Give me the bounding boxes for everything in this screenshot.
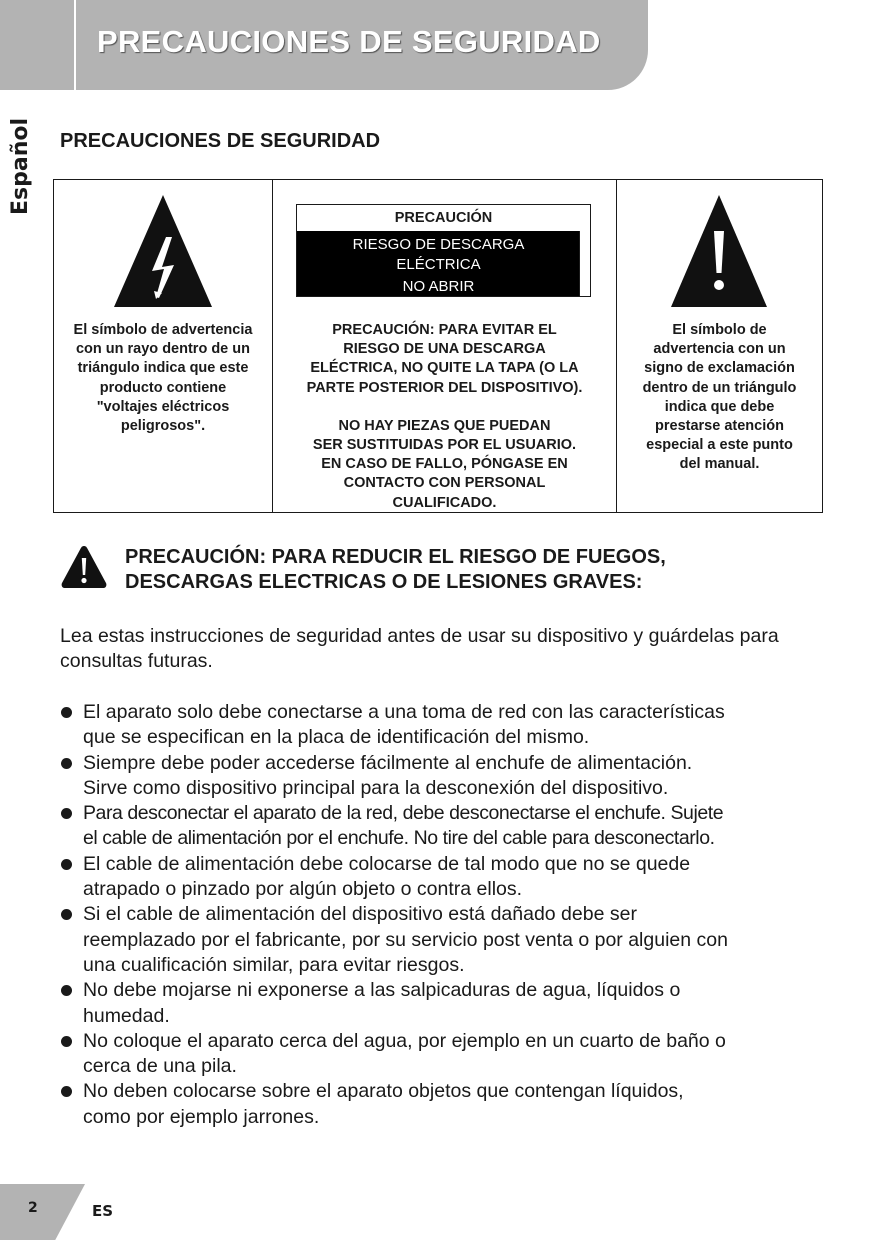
text-line: indica que debe — [664, 398, 775, 415]
warning-label — [296, 204, 591, 297]
bullet-icon — [61, 909, 72, 920]
bullet-icon — [61, 985, 72, 996]
list-item-line: cerca de una pila. — [83, 1055, 237, 1078]
list-item-line: Siempre debe poder accederse fácilmente al enchufe de alimentación. — [83, 751, 693, 774]
text-line: prestarse atención — [655, 418, 784, 435]
list-item-line: reemplazado por el fabricante, por su servicio post venta o por alguien con — [83, 928, 728, 951]
warning-label-heading: PRECAUCIÓN — [394, 210, 493, 226]
text-line: CONTACTO CON PERSONAL — [343, 475, 546, 492]
safety-instructions-list — [60, 700, 830, 1130]
caution-heading-line: DESCARGAS ELECTRICAS O DE LESIONES GRAVES: — [125, 571, 643, 593]
text-line: RIESGO DE UNA DESCARGA — [343, 341, 546, 358]
warning-label-line: ELÉCTRICA — [396, 255, 481, 273]
list-item-line: No deben colocarse sobre el aparato objetos que contengan líquidos, — [83, 1080, 684, 1103]
text-line: del manual. — [679, 456, 760, 473]
text-line: CUALIFICADO. — [392, 494, 497, 511]
caution-heading — [125, 545, 666, 595]
text-line: dentro de un triángulo — [642, 379, 797, 396]
list-item-line: el cable de alimentación por el enchufe. No tire del cable para desconectarlo. — [83, 827, 715, 850]
text-line: PRECAUCIÓN: PARA EVITAR EL — [332, 322, 557, 338]
warning-label-edge — [579, 231, 590, 296]
text-line: con un rayo dentro de un — [75, 341, 250, 358]
lightning-warning-icon — [112, 193, 214, 314]
warning-label-line: NO ABRIR — [402, 278, 475, 295]
list-item — [60, 1079, 830, 1130]
caution-warning-icon — [60, 543, 108, 596]
list-item-line: No coloque el aparato cerca del agua, por ejemplo en un cuarto de baño o — [83, 1029, 726, 1052]
text-line: SER SUSTITUIDAS POR EL USUARIO. — [312, 437, 577, 454]
list-item-line: Sirve como dispositivo principal para la desconexión del dispositivo. — [83, 776, 669, 799]
list-item-line: como por ejemplo jarrones. — [83, 1105, 320, 1128]
bullet-icon — [61, 758, 72, 769]
text-line: signo de exclamación — [644, 360, 795, 377]
list-item-line: Si el cable de alimentación del dispositivo está dañado debe ser — [83, 903, 637, 926]
section-title: PRECAUCIONES DE SEGURIDAD — [60, 130, 381, 152]
warning-label-cell — [273, 180, 617, 512]
list-item-line: No debe mojarse ni exponerse a las salpicaduras de agua, líquidos o — [83, 979, 681, 1002]
text-line: "voltajes eléctricos — [96, 398, 230, 415]
list-item-line: atrapado o pinzado por algún objeto o contra ellos. — [83, 878, 523, 901]
text-line: producto contiene — [99, 379, 227, 396]
exclamation-symbol-description — [625, 321, 814, 475]
text-line: peligrosos". — [120, 418, 206, 435]
lightning-symbol-cell — [54, 180, 273, 512]
list-item-line: humedad. — [83, 1004, 170, 1027]
header-divider — [74, 0, 76, 90]
list-item — [60, 852, 830, 903]
list-item — [60, 801, 830, 852]
bullet-icon — [61, 808, 72, 819]
page-number: 2 — [28, 1200, 38, 1216]
text-line: triángulo indica que este — [77, 360, 249, 377]
text-line: especial a este punto — [646, 437, 793, 454]
language-code: ES — [92, 1202, 114, 1220]
text-line: El símbolo de advertencia — [73, 322, 253, 338]
list-item-line: El aparato solo debe conectarse a una toma de red con las características — [83, 701, 725, 723]
list-item-line: Para desconectar el aparato de la red, debe desconectarse el enchufe. Sujete — [83, 802, 724, 825]
intro-paragraph: Lea estas instrucciones de seguridad antes de usar su dispositivo y guárdelas para consultas futuras. — [60, 625, 779, 672]
text-line: EN CASO DE FALLO, PÓNGASE EN — [321, 456, 568, 473]
text-line: ELÉCTRICA, NO QUITE LA TAPA (O LA — [310, 360, 579, 377]
caution-heading-line: PRECAUCIÓN: PARA REDUCIR EL RIESGO DE FUEGOS, — [125, 546, 666, 568]
text-line: advertencia con un — [653, 341, 786, 358]
warning-label-line: RIESGO DE DESCARGA — [352, 236, 525, 253]
page-header-title: PRECAUCIONES DE SEGURIDAD — [97, 24, 601, 59]
list-item-line: que se especifican en la placa de identificación del mismo. — [83, 726, 590, 749]
lightning-symbol-description — [58, 321, 268, 436]
list-item — [60, 1029, 830, 1080]
text-line: El símbolo de — [672, 322, 767, 338]
exclamation-warning-icon — [669, 193, 769, 314]
language-side-tab: Español — [8, 117, 33, 215]
list-item — [60, 902, 830, 978]
list-item-line: El cable de alimentación debe colocarse de tal modo que no se quede — [83, 852, 691, 875]
text-line: PARTE POSTERIOR DEL DISPOSITIVO). — [306, 379, 583, 396]
warning-label-body — [297, 231, 580, 296]
list-item — [60, 978, 830, 1029]
safety-symbols-table — [53, 179, 823, 513]
bullet-icon — [61, 1036, 72, 1047]
list-item — [60, 700, 830, 751]
bullet-icon — [61, 859, 72, 870]
bullet-icon — [61, 1086, 72, 1097]
bullet-icon — [61, 707, 72, 718]
exclamation-symbol-cell — [617, 180, 822, 512]
footer-page-tab — [0, 1184, 85, 1240]
list-item-line: una cualificación similar, para evitar riesgos. — [83, 953, 465, 976]
list-item — [60, 751, 830, 802]
text-line: NO HAY PIEZAS QUE PUEDAN — [338, 417, 551, 434]
warning-label-description — [277, 321, 612, 513]
